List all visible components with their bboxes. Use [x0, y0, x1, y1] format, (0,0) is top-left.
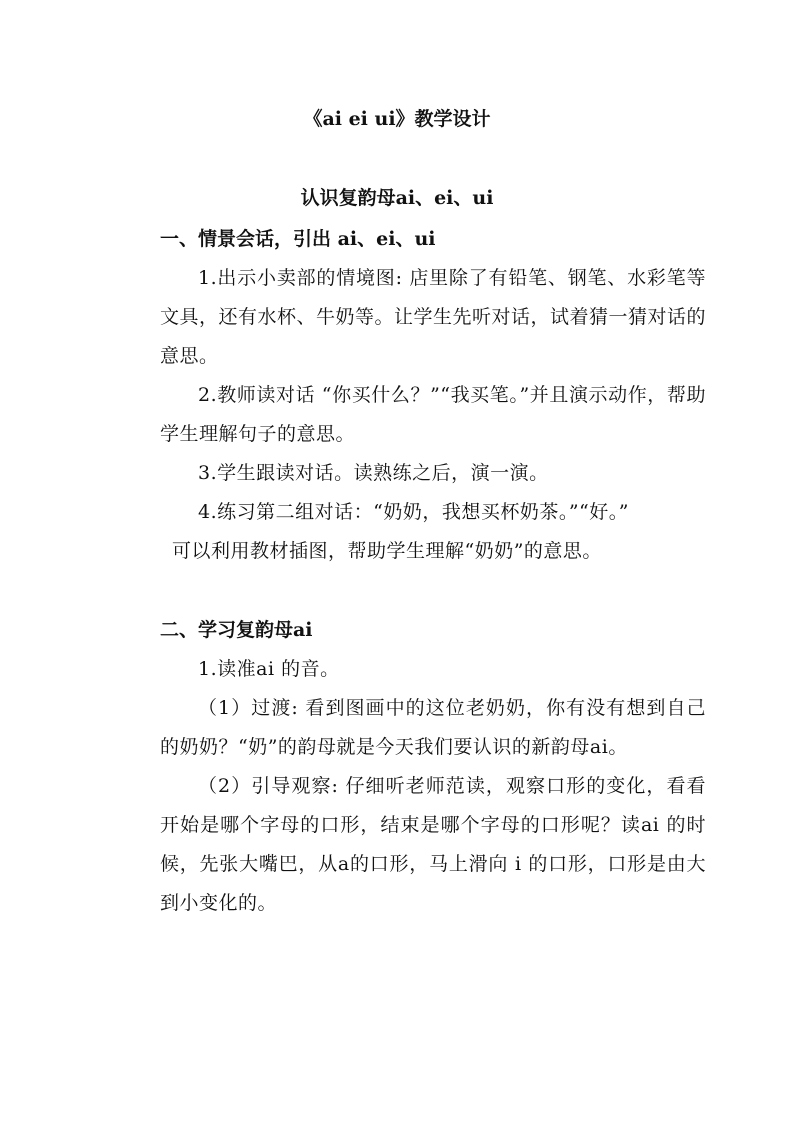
section-spacer: [160, 571, 706, 611]
paragraph-1-5: 可以利用教材插图，帮助学生理解“奶奶”的意思。: [172, 540, 602, 562]
section-heading-2: 二、学习复韵母ai: [160, 619, 313, 641]
paragraph-2-1: 1.读准ai 的音。: [198, 658, 340, 680]
document-subtitle: 认识复韵母ai、ei、ui: [300, 187, 494, 209]
paragraph-1-2: 2.教师读对话 “你买什么？”“我买笔。”并且演示动作，帮助学生理解句子的意思。: [160, 384, 706, 445]
paragraph-2-3: （2）引导观察: 仔细听老师范读，观察口形的变化，看看开始是哪个字母的口形，结束是哪个字母的口形呢？读ai 的时候，先张大嘴巴，从a的口形，马上滑向 i 的口形，口形是由大到小变化的。: [160, 775, 706, 914]
paragraph-1-1: 1.出示小卖部的情境图: 店里除了有铅笔、钢笔、水彩笔等文具，还有水杯、牛奶等。让学生先听对话，试着猜一猜对话的意思。: [160, 267, 707, 367]
document-title: 《ai ei ui》教学设计: [303, 108, 491, 130]
paragraph-1-3: 3.学生跟读对话。读熟练之后，演一演。: [198, 462, 549, 484]
paragraph-1-4: 4.练习第二组对话：“奶奶，我想买杯奶茶。”“好。”: [198, 501, 629, 523]
section-heading-1: 一、情景会话，引出 ai、ei、ui: [160, 228, 436, 250]
paragraph-2-2: （1）过渡: 看到图画中的这位老奶奶，你有没有想到自己的奶奶？“奶”的韵母就是今天我们要认识的新韵母ai。: [160, 697, 706, 758]
document-body: [160, 220, 706, 923]
